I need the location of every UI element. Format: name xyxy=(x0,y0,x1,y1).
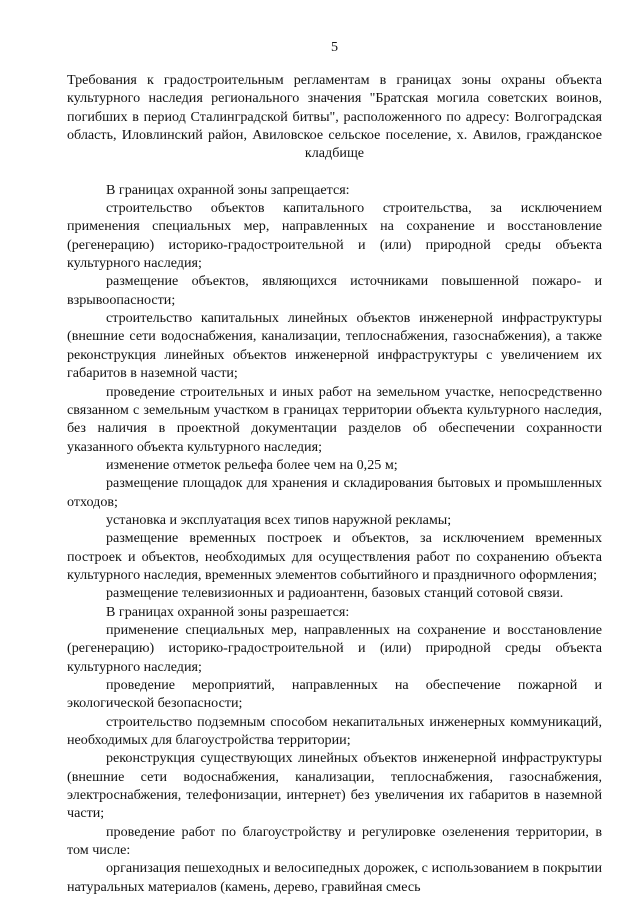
page-number: 5 xyxy=(330,39,339,55)
paragraph: установка и эксплуатация всех типов наружной рекламы; xyxy=(106,511,452,528)
paragraph: проведение строительных и иных работ на земельном участке, непосредственно связанном с земельным участком в границах территории объекта культурного наследия, без наличия в проектной документации разделов об обеспечении сохранности указанного объекта культурного наследия; xyxy=(67,383,602,455)
paragraph: проведение работ по благоустройству и регулировке озеленения территории, в том числе: xyxy=(67,823,602,859)
paragraph: размещение площадок для хранения и складирования бытовых и промышленных отходов; xyxy=(67,475,602,510)
paragraph: размещение телевизионных и радиоантенн, базовых станций сотовой связи. xyxy=(106,585,564,602)
document-body xyxy=(67,181,602,896)
paragraph: строительство подземным способом некапитальных инженерных коммуникаций, необходимых для благоустройства территории; xyxy=(67,713,602,749)
paragraph: строительство капитальных линейных объектов инженерной инфраструктуры (внешние сети водоснабжения, канализации, теплоснабжения, газоснабжения), а также реконструкция линейных объектов инженерной инфраструктуры с увеличением их габаритов в наземной части; xyxy=(67,310,602,382)
paragraph: проведение мероприятий, направленных на обеспечение пожарной и экологической безопасности; xyxy=(67,677,602,712)
paragraph: организация пешеходных и велосипедных дорожек, с использованием в покрытии натуральных материалов (камень, дерево, гравийная смесь xyxy=(67,860,602,895)
paragraph: реконструкция существующих линейных объектов инженерной инфраструктуры (внешние сети водоснабжения, канализации, теплоснабжения, газоснабжения, электроснабжения, телефонизации, интернет) без увеличения их габаритов в наземной части; xyxy=(67,750,602,822)
paragraph: размещение временных построек и объектов, за исключением временных построек и объектов, необходимых для осуществления работ по сохранению объекта культурного наследия, временных элементов событийного и праздничного оформления; xyxy=(67,530,602,583)
paragraph: строительство объектов капитального строительства, за исключением применения специальных мер, направленных на сохранение и восстановление (регенерацию) историко-градостроительной и (или) природной среды объекта культурного наследия; xyxy=(67,200,602,272)
paragraph: применение специальных мер, направленных на сохранение и восстановление (регенерацию) историко-градостроительной и (или) природной среды объекта культурного наследия; xyxy=(67,621,602,675)
paragraph-prohibited-heading: В границах охранной зоны запрещается: xyxy=(106,181,350,198)
paragraph-allowed-heading: В границах охранной зоны разрешается: xyxy=(106,603,350,620)
document-title: Требования к градостроительным регламентам в границах зоны охраны объекта культурного наследия регионального значения "Братская могила советских воинов, погибших в период Сталинградской битвы", расположенного по адресу: Волгоградская область, Иловлинский район, Авиловское сельское поселение, х. Авилов, гражданское кладбище xyxy=(67,72,602,162)
paragraph: размещение объектов, являющихся источниками повышенной пожаро- и взрывоопасности; xyxy=(67,273,602,308)
paragraph: изменение отметок рельефа более чем на 0,25 м; xyxy=(106,456,398,473)
